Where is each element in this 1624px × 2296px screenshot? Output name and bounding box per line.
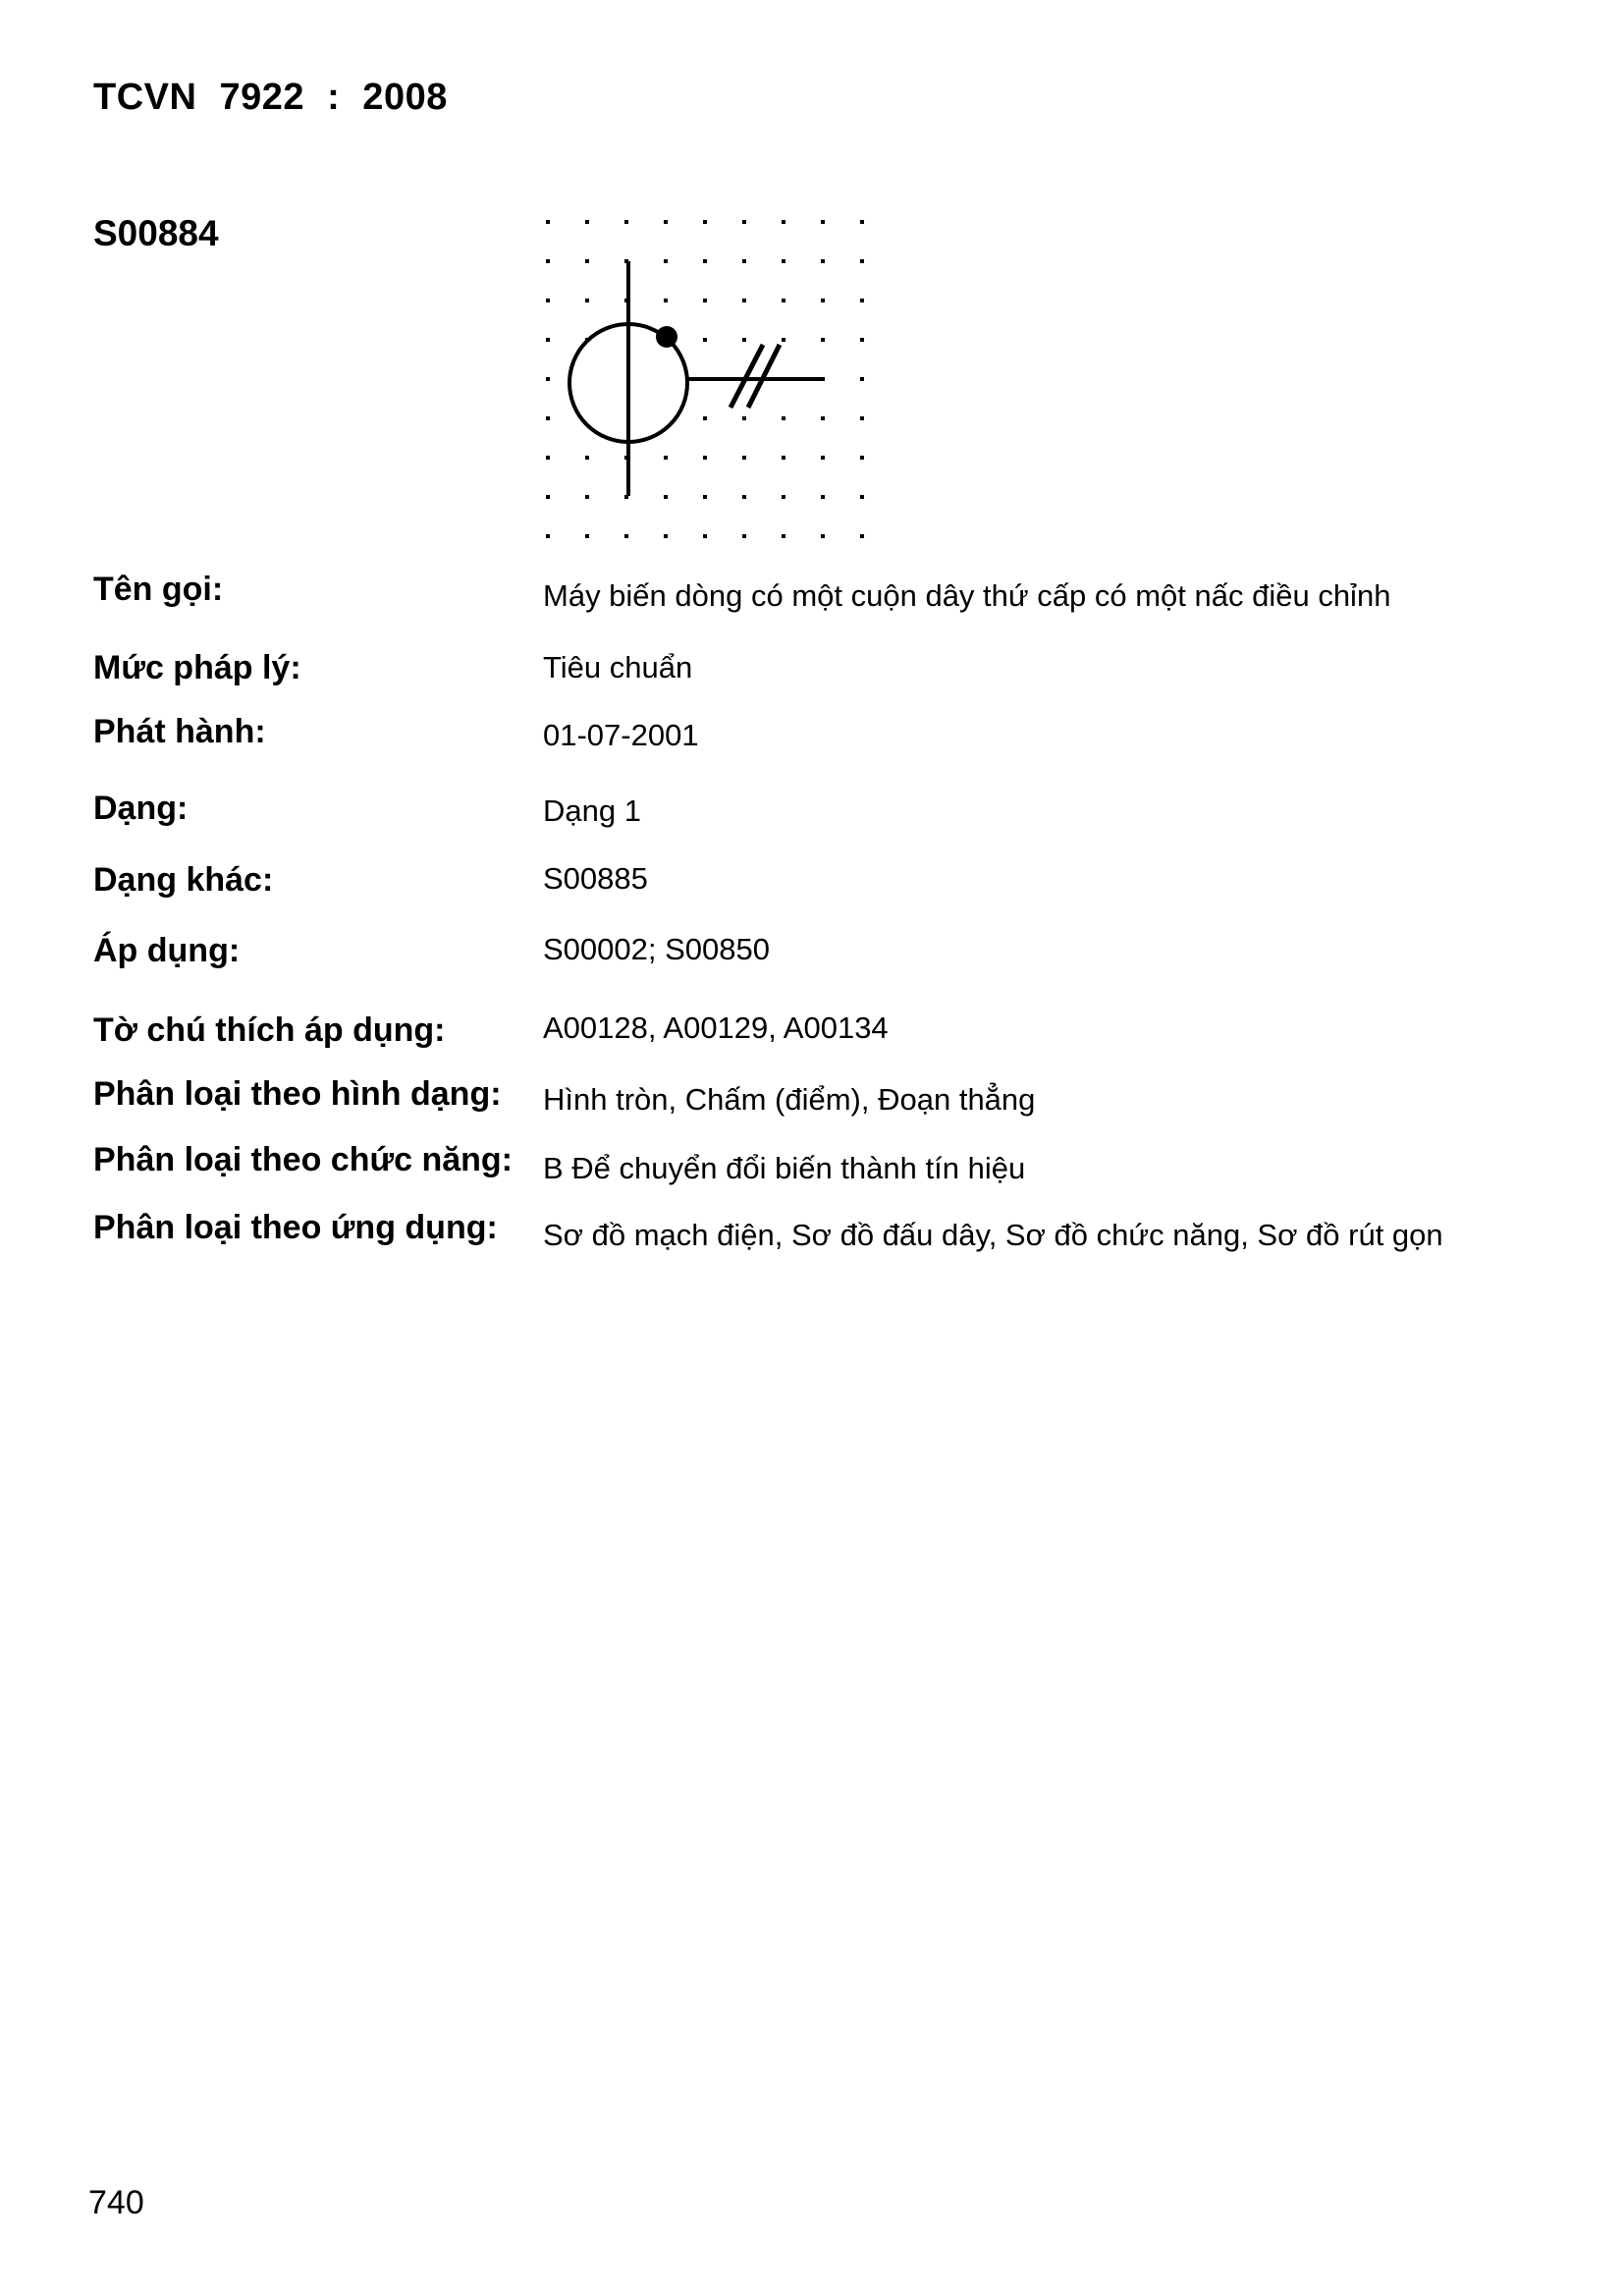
grid-dot xyxy=(546,416,550,420)
grid-dot xyxy=(860,338,864,342)
field-label-muc-phap-ly: Mức pháp lý: xyxy=(93,649,301,686)
grid-dot xyxy=(703,259,707,263)
symbol-id: S00884 xyxy=(93,213,219,253)
polarity-dot xyxy=(656,326,677,348)
grid-dot xyxy=(782,259,785,263)
grid-dot xyxy=(860,495,864,499)
standard-code: TCVN 7922 : 2008 xyxy=(93,77,448,118)
grid-dot xyxy=(821,416,825,420)
grid-dot xyxy=(821,495,825,499)
grid-dot xyxy=(585,495,589,499)
field-label-phan-loai-ung-dung: Phân loại theo ứng dụng: xyxy=(93,1209,498,1246)
grid-dot xyxy=(585,456,589,460)
grid-dot xyxy=(703,220,707,224)
grid-dot xyxy=(742,259,746,263)
grid-dot xyxy=(821,220,825,224)
grid-dot xyxy=(703,338,707,342)
grid-dot xyxy=(742,495,746,499)
grid-dot xyxy=(821,534,825,538)
grid-dot xyxy=(821,456,825,460)
grid-dot xyxy=(742,534,746,538)
grid-dot xyxy=(821,338,825,342)
grid-dot xyxy=(742,456,746,460)
grid-dot xyxy=(585,220,589,224)
grid-dot xyxy=(664,299,668,302)
grid-dot xyxy=(664,534,668,538)
grid-dot xyxy=(782,220,785,224)
field-value-phat-hanh: 01-07-2001 xyxy=(543,718,699,752)
field-label-dang: Dạng: xyxy=(93,790,189,827)
field-label-ten-goi: Tên gọi: xyxy=(93,571,224,608)
grid-dot xyxy=(624,220,628,224)
grid-dot xyxy=(782,338,785,342)
grid-dot xyxy=(742,416,746,420)
grid-dot xyxy=(546,495,550,499)
grid-dot xyxy=(821,299,825,302)
symbol-diagram-icon xyxy=(491,177,903,570)
tap-slash xyxy=(731,345,763,408)
grid-dot xyxy=(546,220,550,224)
grid-dot xyxy=(546,534,550,538)
field-label-phan-loai-chuc-nang: Phân loại theo chức năng: xyxy=(93,1141,513,1178)
grid-dot xyxy=(821,259,825,263)
grid-dot xyxy=(860,534,864,538)
grid-dot xyxy=(703,416,707,420)
field-value-dang-khac: S00885 xyxy=(543,861,648,896)
grid-dot xyxy=(742,338,746,342)
field-value-ap-dung: S00002; S00850 xyxy=(543,932,770,966)
grid-dot xyxy=(585,534,589,538)
grid-dot xyxy=(664,456,668,460)
field-label-dang-khac: Dạng khác: xyxy=(93,861,274,899)
grid-dot xyxy=(782,416,785,420)
grid-dot xyxy=(782,299,785,302)
field-label-to-chu-thich: Tờ chú thích áp dụng: xyxy=(93,1011,446,1049)
grid-dot xyxy=(782,534,785,538)
grid-dot xyxy=(703,534,707,538)
field-label-phan-loai-hinh-dang: Phân loại theo hình dạng: xyxy=(93,1075,502,1113)
grid-dot xyxy=(624,534,628,538)
grid-dot xyxy=(664,259,668,263)
field-value-muc-phap-ly: Tiêu chuẩn xyxy=(543,650,693,684)
field-value-to-chu-thich: A00128, A00129, A00134 xyxy=(543,1011,889,1045)
grid-dot xyxy=(546,259,550,263)
field-label-phat-hanh: Phát hành: xyxy=(93,713,266,750)
grid-dot xyxy=(703,456,707,460)
grid-dot xyxy=(664,495,668,499)
grid-dot xyxy=(860,259,864,263)
grid-dot xyxy=(860,416,864,420)
grid-dot xyxy=(860,220,864,224)
grid-dot xyxy=(860,299,864,302)
field-value-phan-loai-chuc-nang: B Để chuyển đổi biến thành tín hiệu xyxy=(543,1151,1026,1185)
grid-dot xyxy=(742,220,746,224)
field-value-dang: Dạng 1 xyxy=(543,793,641,828)
grid-dot xyxy=(546,456,550,460)
grid-dot xyxy=(546,299,550,302)
field-value-phan-loai-hinh-dang: Hình tròn, Chấm (điểm), Đoạn thẳng xyxy=(543,1082,1036,1117)
grid-dot xyxy=(664,220,668,224)
tap-slash xyxy=(748,345,780,408)
grid-dot xyxy=(742,299,746,302)
field-label-ap-dung: Áp dụng: xyxy=(93,932,241,969)
grid-dot xyxy=(860,377,864,381)
grid-dot xyxy=(782,495,785,499)
grid-dot xyxy=(585,299,589,302)
grid-dot xyxy=(860,456,864,460)
field-value-ten-goi: Máy biến dòng có một cuộn dây thứ cấp có một nấc điều chỉnh xyxy=(543,578,1391,613)
grid-dot xyxy=(546,377,550,381)
grid-dot xyxy=(703,495,707,499)
field-value-phan-loai-ung-dung: Sơ đồ mạch điện, Sơ đồ đấu dây, Sơ đồ chức năng, Sơ đồ rút gọn xyxy=(543,1218,1443,1252)
page-number: 740 xyxy=(88,2184,144,2221)
grid-dot xyxy=(585,259,589,263)
grid-dot xyxy=(546,338,550,342)
grid-dot xyxy=(782,456,785,460)
grid-dot xyxy=(703,299,707,302)
